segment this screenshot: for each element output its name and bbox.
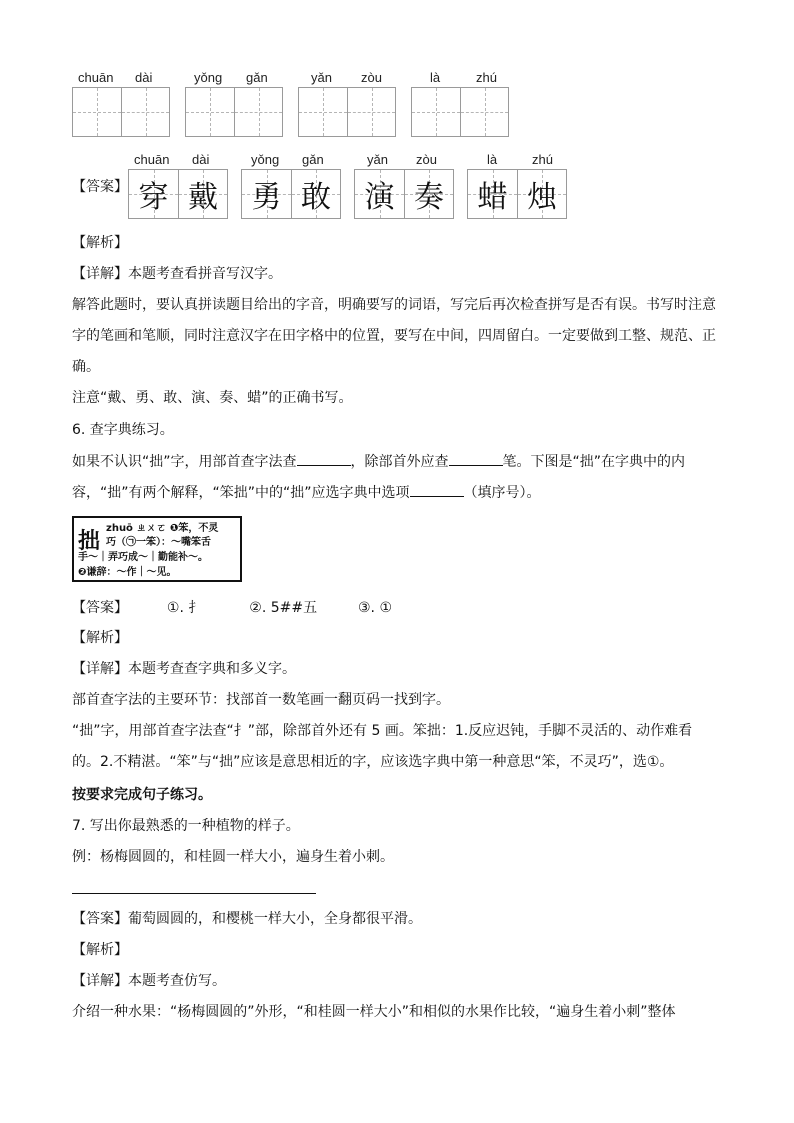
- writing-grid[interactable]: [298, 87, 396, 137]
- pinyin: chuān: [78, 70, 114, 85]
- pinyin: yǎn: [311, 70, 332, 85]
- answer-grid: [128, 169, 228, 219]
- answer-line: 【答案】葡萄圆圆的，和樱桃一样大小，全身都很平滑。: [72, 911, 422, 927]
- section-title: 按要求完成句子练习。: [72, 787, 212, 803]
- pinyin: zòu: [416, 152, 437, 167]
- answer-item: ②. 5##五: [249, 600, 318, 616]
- answer-item: ①. 扌: [166, 600, 203, 616]
- pinyin: chuān: [134, 152, 170, 167]
- answer-underline[interactable]: [72, 893, 316, 894]
- analysis-label: 【解析】: [72, 235, 128, 251]
- pinyin: gǎn: [246, 70, 268, 85]
- detail-line: 【详解】本题考查查字典和多义字。: [72, 661, 296, 677]
- answer-grid: [354, 169, 454, 219]
- answer-label: 【答案】: [72, 600, 128, 616]
- question-line: [72, 482, 541, 503]
- paragraph-line: 的。2.不精湛。“笨”与“拙”应该是意思相近的字，应该选字典中第一种意思“笨，不灵巧”，选①。: [72, 754, 674, 770]
- dictionary-entry-image: [72, 516, 242, 582]
- answer-char: 烛: [527, 180, 557, 215]
- dictionary-text: 巧（㉠一笨）：～嘴笨舌: [106, 537, 211, 548]
- answer-char: 蜡: [477, 180, 508, 215]
- answer-grid: [467, 169, 567, 219]
- answer-item: ③. ①: [358, 600, 393, 616]
- detail-line: 【详解】本题考查看拼音写汉字。: [72, 266, 282, 282]
- pinyin: là: [430, 70, 441, 85]
- question-text: 笔。下图是“拙”在字典中的内: [502, 454, 686, 470]
- writing-grid[interactable]: [185, 87, 283, 137]
- paragraph-line: 确。: [72, 359, 100, 375]
- analysis-label: 【解析】: [72, 942, 128, 958]
- detail-line: 【详解】本题考查仿写。: [72, 973, 226, 989]
- dictionary-text: ❷谦辞：～作｜～见。: [78, 567, 177, 578]
- answer-char: 勇: [251, 180, 282, 215]
- answer-char: 演: [364, 180, 395, 215]
- question-text: （填序号）。: [463, 485, 541, 501]
- dictionary-head-char: 拙: [78, 528, 101, 554]
- paragraph-line: 解答此题时，要认真拼读题目给出的字音，明确要写的词语，写完后再次检查拼写是否有误。书写时注意: [72, 297, 716, 313]
- q6-answer: [72, 597, 392, 617]
- analysis-label: 【解析】: [72, 630, 128, 646]
- answer-label: 【答案】: [72, 179, 128, 195]
- pinyin: yǒng: [194, 70, 223, 85]
- pinyin: zòu: [361, 70, 382, 85]
- answer-char: 穿: [138, 180, 169, 215]
- answer-blank[interactable]: [410, 482, 464, 497]
- example-line: 例：杨梅圆圆的，和桂圆一样大小，遍身生着小刺。: [72, 849, 394, 865]
- answer-char: 奏: [414, 180, 444, 215]
- answer-char: 敢: [301, 180, 331, 215]
- dictionary-text: 手～｜弄巧成～｜勤能补～。: [78, 552, 208, 563]
- answer-blank[interactable]: [449, 451, 503, 466]
- writing-grid[interactable]: [411, 87, 509, 137]
- pinyin: là: [487, 152, 498, 167]
- pinyin: yǒng: [251, 152, 280, 167]
- pinyin: dài: [192, 152, 210, 167]
- answer-grid: [241, 169, 341, 219]
- answer-blank[interactable]: [297, 451, 351, 466]
- paragraph-line: 介绍一种水果：“杨梅圆圆的”外形，“和桂圆一样大小”和相似的水果作比较，“遍身生着小刺”整体: [72, 1004, 676, 1020]
- question-line: [72, 451, 685, 472]
- pinyin: zhú: [476, 70, 497, 85]
- question-text: 容，“拙”有两个解释，“笨拙”中的“拙”应选字典中选项: [72, 485, 410, 501]
- paragraph-line: 字的笔画和笔顺，同时注意汉字在田字格中的位置，要写在中间，四周留白。一定要做到工整、规范、正: [72, 328, 716, 344]
- note-line: 注意“戴、勇、敢、演、奏、蜡”的正确书写。: [72, 390, 353, 406]
- question-title: 7. 写出你最熟悉的一种植物的样子。: [72, 818, 300, 834]
- question-title: 6. 查字典练习。: [72, 422, 174, 438]
- paragraph-line: “拙”字，用部首查字法查“扌”部，除部首外还有 5 画。笨拙：1.反应迟钝，手脚不灵活的、动作难看: [72, 723, 693, 739]
- answer-char: 戴: [188, 180, 218, 215]
- paragraph-line: 部首查字法的主要环节：找部首一数笔画一翻页码一找到字。: [72, 692, 450, 708]
- pinyin: zhú: [532, 152, 553, 167]
- writing-grid[interactable]: [72, 87, 170, 137]
- pinyin: dài: [135, 70, 153, 85]
- question-text: ，除部首外应查: [350, 454, 449, 470]
- dictionary-text: zhuō ㄓㄨㄛ ❶笨，不灵: [106, 523, 219, 534]
- question-text: 如果不认识“拙”字，用部首查字法查: [72, 454, 297, 470]
- pinyin: gǎn: [302, 152, 324, 167]
- pinyin: yǎn: [367, 152, 388, 167]
